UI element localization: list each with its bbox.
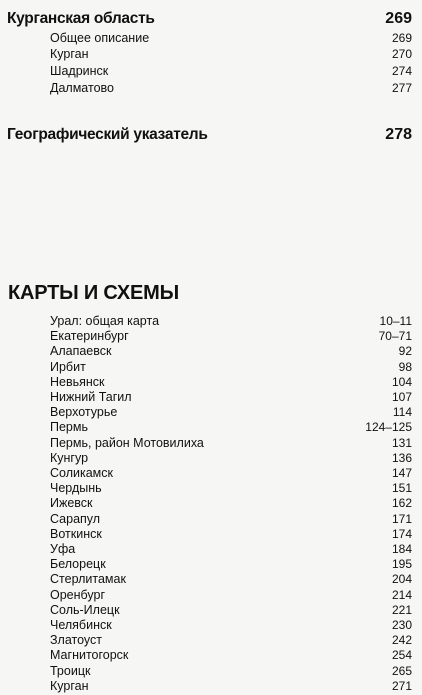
map-list-item-title: Соль-Илецк xyxy=(50,602,120,617)
toc-section-page: 269 xyxy=(385,10,412,27)
map-list-item xyxy=(0,512,422,528)
toc-section-title: Географический указатель xyxy=(7,126,208,143)
toc-subitem-title: Далматово xyxy=(50,81,114,95)
map-list-item-title: Пермь, район Мотовилиха xyxy=(50,435,204,450)
map-list-item-title: Златоуст xyxy=(50,633,103,648)
map-list-item-page: 70–71 xyxy=(378,329,412,344)
map-list-item-title: Соликамск xyxy=(50,466,113,480)
map-list-item-page: 92 xyxy=(398,344,412,359)
map-list-item xyxy=(0,572,422,588)
map-list-item xyxy=(0,527,422,543)
toc-subitem-page: 269 xyxy=(391,31,412,45)
map-list-item-page: 98 xyxy=(398,359,412,374)
map-list-item xyxy=(0,496,422,512)
map-list-item-page: 136 xyxy=(391,450,412,465)
map-list-item-title: Екатеринбург xyxy=(50,329,129,344)
map-list-item-title: Пермь xyxy=(50,420,88,435)
map-list-item-page: 195 xyxy=(391,557,412,572)
map-list-item-title: Оренбург xyxy=(50,587,106,602)
toc-subitem xyxy=(0,31,422,47)
map-list-item-page: 265 xyxy=(391,663,412,678)
map-list-item-title: Кунгур xyxy=(50,450,89,465)
map-list-item-title: Белорецк xyxy=(50,557,106,572)
map-list-item-page: 254 xyxy=(391,648,412,663)
map-list-item xyxy=(0,679,422,695)
map-list-item-title: Алапаевск xyxy=(50,344,112,359)
toc-section-page: 278 xyxy=(385,126,412,143)
map-list-item-page: 242 xyxy=(391,633,412,648)
map-list-item-page: 147 xyxy=(391,466,412,480)
map-list-item-page: 162 xyxy=(391,496,412,511)
map-list-item-page: 230 xyxy=(391,618,412,632)
map-list-item-page: 10–11 xyxy=(379,314,412,328)
toc-subitem-page: 277 xyxy=(391,81,412,95)
map-list-item-page: 204 xyxy=(391,572,412,587)
map-list-item-title: Ирбит xyxy=(50,359,86,374)
map-list-item-title: Воткинск xyxy=(50,526,102,541)
map-list-item xyxy=(0,420,422,436)
map-list-item xyxy=(0,360,422,376)
map-list-item-page: 104 xyxy=(391,374,412,389)
map-list-item-title: Уфа xyxy=(50,542,76,556)
map-list-item-title: Челябинск xyxy=(50,618,112,632)
map-list-item xyxy=(0,344,422,360)
toc-subitem xyxy=(0,81,422,97)
maps-heading: КАРТЫ И СХЕМЫ xyxy=(8,282,180,304)
map-list-item-page: 151 xyxy=(391,481,412,496)
map-list-item xyxy=(0,405,422,421)
map-list-item xyxy=(0,618,422,634)
map-list-item-title: Стерлитамак xyxy=(50,572,126,587)
map-list-item-title: Курган xyxy=(50,678,89,693)
toc-subitem xyxy=(0,64,422,80)
map-list-item-page: 184 xyxy=(391,542,412,556)
map-list-item-page: 271 xyxy=(391,678,412,693)
map-list-item xyxy=(0,329,422,345)
map-list-item xyxy=(0,633,422,649)
map-list-item-title: Троицк xyxy=(50,663,91,678)
toc-subitem-title: Шадринск xyxy=(50,64,109,78)
map-list-item-title: Чердынь xyxy=(50,481,102,496)
toc-section-row xyxy=(0,126,422,142)
map-list-item-page: 171 xyxy=(391,511,412,526)
map-list-item-title: Магнитогорск xyxy=(50,648,129,663)
map-list-item xyxy=(0,648,422,664)
map-list-item xyxy=(0,603,422,619)
map-list-item xyxy=(0,375,422,391)
map-list-item-title: Невьянск xyxy=(50,374,105,389)
map-list-item-page: 131 xyxy=(391,435,412,450)
map-list-item-page: 174 xyxy=(391,526,412,541)
map-list-item-title: Верхотурье xyxy=(50,405,118,420)
map-list-item-title: Сарапул xyxy=(50,511,101,526)
map-list-item xyxy=(0,466,422,482)
map-list-item-page: 214 xyxy=(391,587,412,602)
map-list-item-title: Нижний Тагил xyxy=(50,390,132,404)
map-list-item xyxy=(0,390,422,406)
map-list-item xyxy=(0,557,422,573)
map-list-item xyxy=(0,451,422,467)
toc-section-row xyxy=(0,10,422,26)
map-list-item xyxy=(0,542,422,558)
toc-subitem-title: Курган xyxy=(50,47,89,61)
map-list-item-page: 124–125 xyxy=(365,420,412,435)
toc-subitem xyxy=(0,47,422,63)
toc-subitem-page: 270 xyxy=(391,47,412,61)
map-list-item xyxy=(0,481,422,497)
toc-subitem-page: 274 xyxy=(391,64,412,78)
map-list-item xyxy=(0,588,422,604)
toc-section-title: Курганская область xyxy=(7,10,155,27)
map-list-item-page: 107 xyxy=(391,390,412,404)
map-list-item xyxy=(0,436,422,452)
map-list-item-page: 114 xyxy=(392,405,412,420)
map-list-item xyxy=(0,314,422,330)
map-list-item xyxy=(0,664,422,680)
map-list-item-title: Ижевск xyxy=(50,496,93,511)
toc-subitem-title: Общее описание xyxy=(50,31,150,45)
map-list-item-title: Урал: общая карта xyxy=(50,314,160,328)
map-list-item-page: 221 xyxy=(391,602,412,617)
